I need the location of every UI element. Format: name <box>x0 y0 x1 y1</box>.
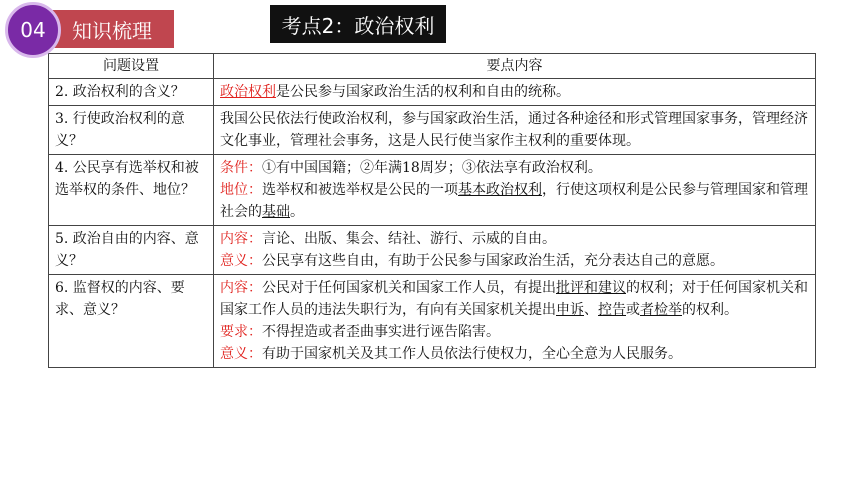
answer-line <box>220 250 809 272</box>
answer-text: 选举权和被选举权是公民的一项 <box>262 182 458 198</box>
label-status: 地位： <box>220 182 262 198</box>
answer-text: 公民对于任何国家机关和国家工作人员，有提出 <box>262 280 556 296</box>
answer-line <box>220 179 809 223</box>
label-significance: 意义： <box>220 253 262 269</box>
table-header-row <box>49 54 816 79</box>
answer-text: 的权利。 <box>682 302 738 318</box>
answer-line <box>220 321 809 343</box>
underlined-term: 者检举 <box>640 302 682 318</box>
answer-line <box>220 228 809 250</box>
question-cell: 3. 行使政治权利的意义？ <box>49 106 214 155</box>
answer-text: 公民享有这些自由，有助于公民参与国家政治生活，充分表达自己的意愿。 <box>262 253 724 269</box>
label-content: 内容： <box>220 280 262 296</box>
answer-text: 言论、出版、集会、结社、游行、示威的自由。 <box>262 231 556 247</box>
table-row <box>49 155 816 226</box>
knowledge-table <box>48 53 816 368</box>
underlined-term: 申诉 <box>556 302 584 318</box>
answer-text: ，行使这项权利是公民参与管理国家和管理社会的 <box>220 182 808 220</box>
answer-cell <box>214 79 816 106</box>
section-badge <box>0 0 190 60</box>
answer-text: 有助于国家机关及其工作人员依法行使权力，全心全意为人民服务。 <box>262 346 682 362</box>
underlined-term: 控告 <box>598 302 626 318</box>
question-cell: 5. 政治自由的内容、意义？ <box>49 226 214 275</box>
answer-cell <box>214 275 816 368</box>
key-term: 政治权利 <box>220 84 276 100</box>
answer-cell: 我国公民依法行使政治权利，参与国家政治生活，通过各种途径和形式管理国家事务，管理经济文化事业，管理社会事务，这是人民行使当家作主权利的重要体现。 <box>214 106 816 155</box>
answer-line <box>220 343 809 365</box>
table-row <box>49 226 816 275</box>
table-row <box>49 106 816 155</box>
question-cell: 6. 监督权的内容、要求、意义？ <box>49 275 214 368</box>
topic-title: 考点2：政治权利 <box>270 5 446 43</box>
underlined-term: 基础 <box>262 204 290 220</box>
answer-line <box>220 157 809 179</box>
label-conditions: 条件： <box>220 160 262 176</box>
label-significance: 意义： <box>220 346 262 362</box>
label-content: 内容： <box>220 231 262 247</box>
answer-text: ①有中国国籍；②年满18周岁；③依法享有政治权利。 <box>262 160 602 176</box>
underlined-term: 基本政治权利 <box>458 182 542 198</box>
answer-text: 是公民参与国家政治生活的权利和自由的统称。 <box>276 84 570 100</box>
section-label: 知识梳理 <box>50 10 174 48</box>
question-cell: 2. 政治权利的含义？ <box>49 79 214 106</box>
underlined-term: 批评和建议 <box>556 280 626 296</box>
header-content: 要点内容 <box>214 54 816 79</box>
answer-text: 。 <box>290 204 304 220</box>
answer-line <box>220 277 809 321</box>
answer-cell <box>214 226 816 275</box>
answer-text: 、 <box>584 302 598 318</box>
answer-cell <box>214 155 816 226</box>
answer-text: 或 <box>626 302 640 318</box>
header-question: 问题设置 <box>49 54 214 79</box>
answer-text: 不得捏造或者歪曲事实进行诬告陷害。 <box>262 324 500 340</box>
answer-text: 的权利；对于任何国家机关和国家工作人员的违法失职行为，有向有关国家机关提出 <box>220 280 808 318</box>
section-number: 04 <box>5 2 61 58</box>
label-requirement: 要求： <box>220 324 262 340</box>
question-cell: 4. 公民享有选举权和被选举权的条件、地位？ <box>49 155 214 226</box>
table-row <box>49 79 816 106</box>
table-row <box>49 275 816 368</box>
